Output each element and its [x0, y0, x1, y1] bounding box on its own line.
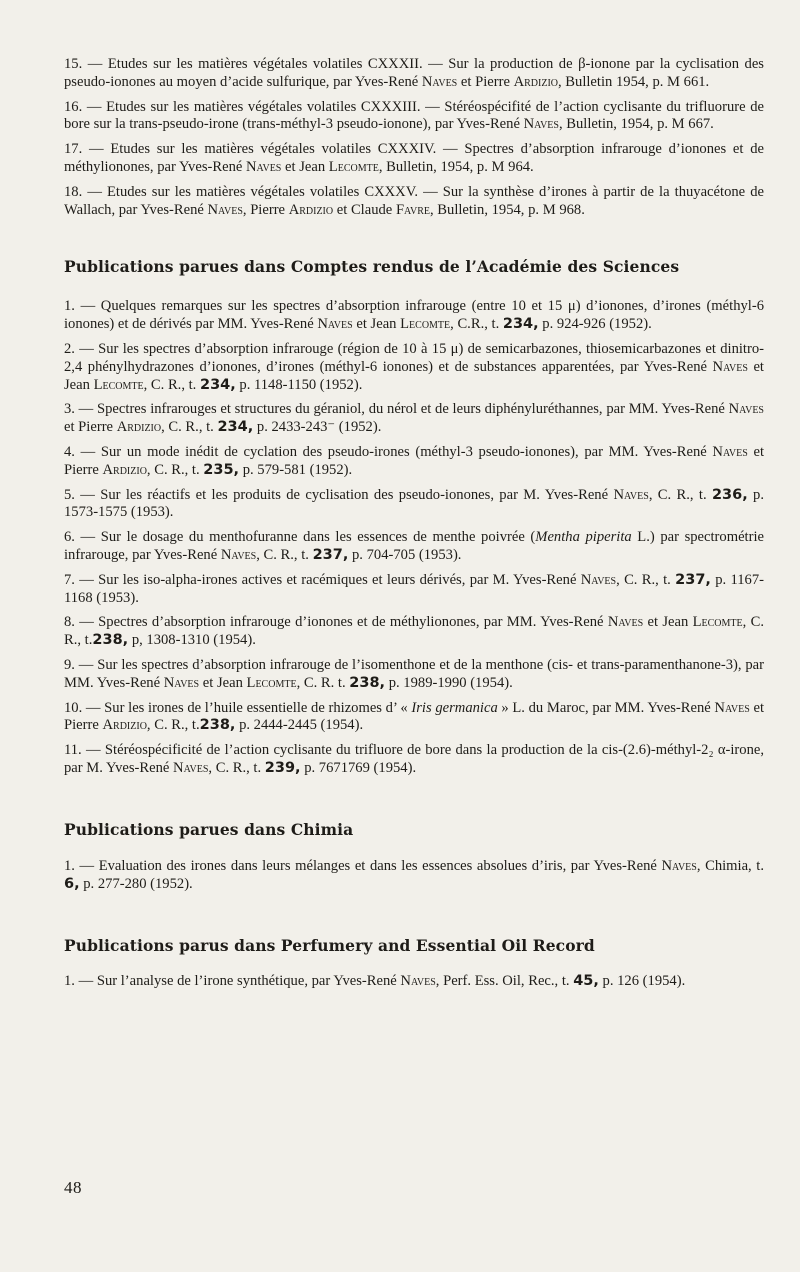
author-name: Naves [523, 116, 559, 133]
author-name: Naves [607, 614, 644, 631]
section-comptes-rendus [64, 298, 764, 777]
volume-number: 239, [264, 759, 301, 776]
author-name: Lecomte [692, 614, 743, 631]
author-name: Naves [400, 973, 436, 990]
publication-entry: 7. — Sur les iso-alpha-irones actives et racémiques et leurs dérivés, par M. Yves-René Naves, C. R., t. 237, p. 1167-1168 (1953). [64, 571, 765, 606]
author-name: Ardizio [288, 201, 334, 218]
species-name: Iris germanica [411, 699, 498, 716]
publication-entry: 8. — Spectres d’absorption infrarouge d’ionones et de méthylionones, par MM. Yves-René Naves et Jean Lecomte, C. R., t.238, p, 1308-1310 (1954). [64, 614, 764, 649]
publication-entry: 10. — Sur les irones de l’huile essentielle de rhizomes d’ « Iris germanica » L. du Maroc, par MM. Yves-René Naves et Pierre Ardizio, C. R., t.238, p. 2444-2445 (1954). [64, 699, 765, 734]
volume-number: 6, [64, 875, 80, 892]
author-name: Naves [246, 158, 282, 175]
publication-entry: 9. — Sur les spectres d’absorption infrarouge de l’isomenthone et de la menthone (cis- et trans-paramenthanone-3), par MM. Yves-René Naves et Jean Lecomte, C. R. t. 238, p. 1989-1990 (1954). [64, 656, 764, 691]
section-chimia [64, 858, 764, 894]
author-name: Ardizio [102, 717, 147, 734]
publication-entry: 16. — Etudes sur les matières végétales volatiles CXXXIII. — Stéréospécifité de l’action cyclisante du trifluorure de bore sur la trans-pseudo-irone (trans-méthyl-3 pseudo-ionone), par Yves-René Naves, Bulletin, 1954, p. M 667. [64, 98, 764, 133]
author-name: Naves [712, 358, 748, 375]
author-name: Naves [173, 759, 209, 776]
author-name: Naves [661, 857, 697, 874]
author-name: Favre [395, 201, 430, 218]
page-number: 48 [64, 1178, 82, 1197]
publication-entry: 11. — Stéréospécificité de l’action cyclisante du trifluore de bore dans la production de la cis-(2.6)-méthyl-2₂ α-irone, par M. Yves-René Naves, C. R., t. 239, p. 7671769 (1954). [64, 742, 764, 776]
publication-entry: 1. — Quelques remarques sur les spectres d’absorption infrarouge (entre 10 et 15 μ) d’ionones, d’irones (méthyl-6 ionones) et de dérivés par MM. Yves-René Naves et Jean Lecomte, C.R., t. 234, p. 924-926 (1952). [64, 298, 764, 333]
volume-number: 234, [199, 376, 236, 393]
species-name: Mentha piperita [535, 529, 632, 546]
author-name: Ardizio [116, 419, 162, 436]
publication-entry: 1. — Sur l’analyse de l’irone synthétique, par Yves-René Naves, Perf. Ess. Oil, Rec., t. 45, p. 126 (1954). [64, 973, 686, 990]
author-name: Naves [220, 546, 257, 563]
author-name: Naves [728, 401, 764, 418]
publication-entry: 5. — Sur les réactifs et les produits de cyclisation des pseudo-ionones, par M. Yves-René Naves, C. R., t. 236, p. 1573-1575 (1953). [64, 486, 765, 521]
volume-number: 234, [502, 316, 539, 333]
volume-number: 238, [199, 717, 236, 734]
volume-number: 236, [711, 486, 748, 503]
author-name: Naves [317, 316, 353, 333]
publication-entry: 4. — Sur un mode inédit de cyclation des pseudo-irones (méthyl-3 pseudo-ionones), par MM. Yves-René Naves et Pierre Ardizio, C. R., t. 235, p. 579-581 (1952). [64, 443, 764, 478]
author-name: Ardizio [102, 461, 147, 478]
section-heading-perfumery: Publications parus dans Perfumery and Essential Oil Record [64, 936, 595, 956]
author-name: Naves [613, 486, 649, 503]
publication-entry: 1. — Evaluation des irones dans leurs mélanges et dans les essences absolues d’iris, par Yves-René Naves, Chimia, t. 6, p. 277-280 (1952). [64, 857, 764, 892]
publication-entry: 15. — Etudes sur les matières végétales volatiles CXXXII. — Sur la production de β-ionone par la cyclisation des pseudo-ionones au moyen d’acide sulfurique, par Yves-René Naves et Pierre Ardizio, Bulletin 1954, p. M 661. [64, 56, 764, 90]
author-name: Lecomte [328, 158, 379, 175]
author-name: Lecomte [246, 674, 297, 691]
section-bulletin [64, 56, 764, 219]
volume-number: 235, [203, 461, 240, 478]
author-name: Naves [207, 201, 243, 218]
volume-number: 237, [312, 546, 349, 563]
publication-entry: 2. — Sur les spectres d’absorption infrarouge (région de 10 à 15 μ) de semicarbazones, thiosemicarbazones et dinitro-2,4 phénylhydrazones d’ionones, d’irones (méthyl-6 ionones) et de substances apparentées, par Yves-René Naves et Jean Lecomte, C. R., t. 234, p. 1148-1150 (1952). [64, 340, 764, 393]
volume-number: 238, [92, 632, 129, 649]
author-name: Naves [580, 571, 617, 588]
author-name: Lecomte [93, 376, 144, 393]
publication-entry: 17. — Etudes sur les matières végétales volatiles CXXXIV. — Spectres d’absorption infrarouge d’ionones et de méthylionones, par Yves-René Naves et Jean Lecomte, Bulletin, 1954, p. M 964. [64, 141, 764, 175]
publication-entry: 6. — Sur le dosage du menthofuranne dans les essences de menthe poivrée (Mentha piperita L.) par spectrométrie infrarouge, par Yves-René Naves, C. R., t. 237, p. 704-705 (1953). [64, 529, 764, 563]
author-name: Naves [712, 443, 748, 460]
volume-number: 45, [573, 973, 599, 990]
author-name: Naves [421, 73, 458, 90]
author-name: Lecomte [400, 316, 451, 333]
author-name: Ardizio [513, 73, 558, 90]
volume-number: 234, [217, 419, 254, 436]
section-perfumery [64, 973, 764, 991]
author-name: Naves [714, 699, 750, 716]
publication-entry: 3. — Spectres infrarouges et structures du géraniol, du nérol et de leurs diphényluréthannes, par MM. Yves-René Naves et Pierre Ardizio, C. R., t. 234, p. 2433-243⁻ (1952). [64, 401, 764, 436]
publication-entry: 18. — Etudes sur les matières végétales volatiles CXXXV. — Sur la synthèse d’irones à partir de la thuyacétone de Wallach, par Yves-René Naves, Pierre Ardizio et Claude Favre, Bulletin, 1954, p. M 968. [64, 183, 764, 218]
author-name: Naves [163, 674, 200, 691]
section-heading-chimia: Publications parues dans Chimia [64, 819, 354, 839]
section-heading-comptes-rendus: Publications parues dans Comptes rendus de l’Académie des Sciences [64, 257, 680, 277]
volume-number: 237, [675, 571, 711, 588]
volume-number: 238, [349, 674, 386, 691]
